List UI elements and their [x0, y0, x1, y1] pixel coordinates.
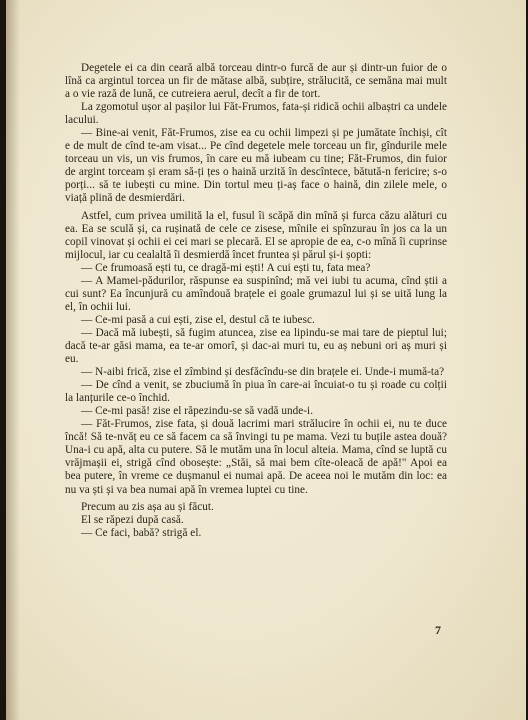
page-number: 7	[435, 623, 441, 637]
paragraph: Precum au zis așa au și făcut.	[81, 500, 214, 513]
page-binding-shadow	[6, 0, 20, 720]
paragraph: — N-aibi frică, zise el zîmbind și desfăcîndu-se din brațele ei. Unde-i mumă-ta?	[81, 366, 445, 379]
paragraph: — Ce frumoasă ești tu, ce dragă-mi ești! A cui ești tu, fata mea?	[81, 261, 371, 274]
paragraph: Astfel, cum privea umilită la el, fusul îi scăpă din mînă și furca căzu alături cu ea. Ea se sculă și, ca rușinată de cele ce zisese, mînile ei spînzurau în jos ca la un copil vinovat și ochii ei cei mari se plecară. El se apropie de ea, c-o mînă îi cuprinse mijlocul, iar cu cealaltă îi desmierdă încet fruntea și părul și-i șopti:	[65, 209, 447, 261]
paragraph: — Bine-ai venit, Făt-Frumos, zise ea cu ochii limpezi și pe jumătate închiși, cît e de mult de cînd te-am visat... Pe cînd degetele mele torceau un fir, gîndurile mele torceau un vis, un vis frumos, în care eu mă iubeam cu tine; Făt-Frumos, din fuior de argint torceam și eram să-ți țes o haină urzită în descîntece, bătută-n fericire; s-o porți... să te iubești cu mine. Din tortul meu ți-aș face o haină, din zilele mele, o viață plină de desmierdări.	[65, 127, 447, 205]
paragraph: — Dacă mă iubești, să fugim atuncea, zise ea lipindu-se mai tare de pieptul lui; dacă te-ar găsi mama, ea te-ar omorî, și dac-ai muri tu, eu aș nebuni ori aș muri și eu.	[65, 326, 447, 366]
paragraph: — A Mamei-pădurilor, răspunse ea suspinînd; mă vei iubi tu acuma, cînd știi a cui sunt? Ea încunjură cu amîndouă brațele ei goale grumazul lui și se uită lung la el, în ochii lui.	[65, 274, 447, 313]
paragraph: — Ce-mi pasă a cui ești, zise el, destul că te iubesc.	[81, 313, 315, 326]
paragraph: El se răpezi după casă.	[81, 513, 184, 526]
paragraph: — Ce faci, babă? strigă el.	[81, 526, 202, 539]
page-text	[65, 62, 447, 540]
book-page	[6, 0, 526, 720]
paragraph: Degetele ei ca din ceară albă torceau dintr-o furcă de aur și dintr-un fuior de o lînă ca argintul torcea un fir de mătase albă, subțire, strălucită, ce semăna mai mult a o vie rază de lună, ce cutreiera aerul, decît a fir de tort.	[65, 62, 447, 101]
paragraph: — Ce-mi pasă! zise el răpezindu-se să vadă unde-i.	[81, 405, 314, 418]
paragraph: La zgomotul ușor al pașilor lui Făt-Frumos, fata-și ridică ochii albaștri ca undele lacului.	[65, 101, 447, 127]
paragraph: — De cînd a venit, se zbuciumă în piua în care-ai încuiat-o tu și roade cu colții la lanțurile ce-o închid.	[65, 379, 447, 405]
paragraph: — Făt-Frumos, zise fata, și două lacrimi mari strălucire în ochii ei, nu te duce încă! Să te-nvăț eu ce să facem ca să învingi tu pe mama. Vezi tu buțile astea două? Una-i cu apă, alta cu putere. Să le mutăm una în locul alteia. Mama, cînd se luptă cu vrăjmașii ei, strigă cînd obosește: „Stăi, să mai bem cîte-oleacă de apă!" Apoi ea bea putere, în vreme ce dușmanul ei numai apă. De aceea noi le mutăm din loc: ea nu va ști și va bea numai apă în vremea luptei cu tine.	[65, 418, 447, 496]
